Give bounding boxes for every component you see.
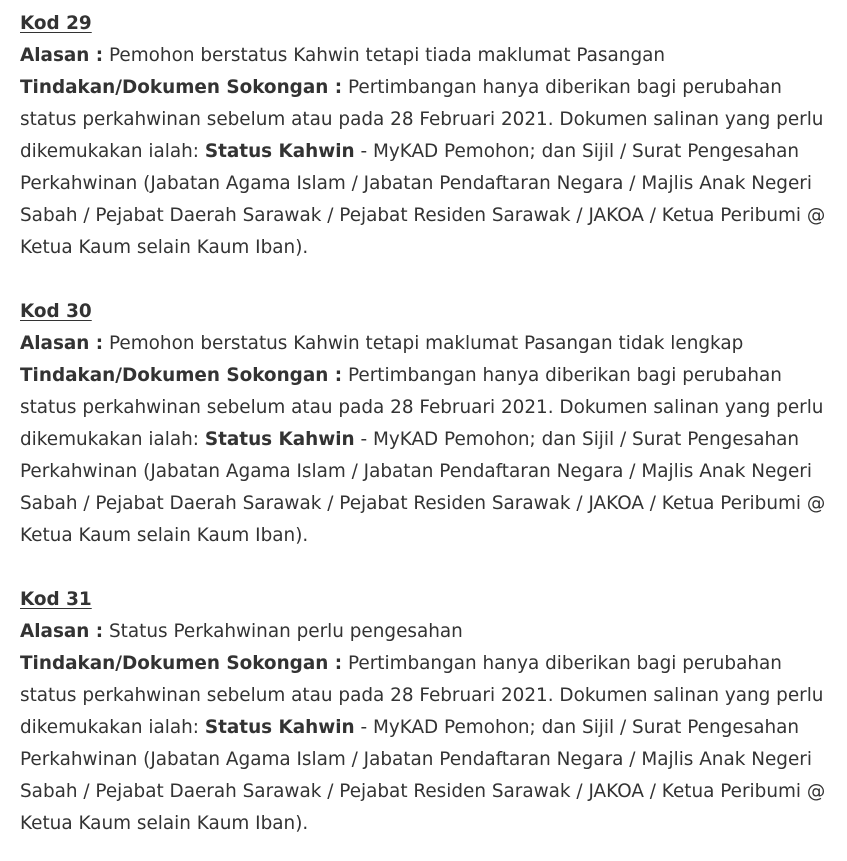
tindakan-paragraph [20, 72, 827, 264]
alasan-line [20, 40, 827, 72]
entry-kod-29 [20, 8, 827, 264]
entry-kod-30 [20, 296, 827, 552]
entry-kod-31 [20, 584, 827, 840]
alasan-label: Alasan : [20, 45, 104, 66]
kod-heading: Kod 30 [20, 301, 92, 322]
alasan-text: Status Perkahwinan perlu pengesahan [103, 621, 463, 642]
tindakan-text: Pertimbangan hanya diberikan bagi perubahan status perkahwinan sebelum atau pada 28 Februari 2021. Dokumen salinan yang perlu dikemukakan ialah: [20, 653, 824, 738]
alasan-text: Pemohon berstatus Kahwin tetapi maklumat Pasangan tidak lengkap [103, 333, 744, 354]
status-kahwin-label: Status Kahwin [204, 717, 355, 738]
tindakan-text: Pertimbangan hanya diberikan bagi perubahan status perkahwinan sebelum atau pada 28 Februari 2021. Dokumen salinan yang perlu dikemukakan ialah: [20, 77, 824, 162]
tindakan-text: Pertimbangan hanya diberikan bagi perubahan status perkahwinan sebelum atau pada 28 Februari 2021. Dokumen salinan yang perlu dikemukakan ialah: [20, 365, 824, 450]
alasan-line [20, 616, 827, 648]
alasan-text: Pemohon berstatus Kahwin tetapi tiada maklumat Pasangan [103, 45, 666, 66]
alasan-label: Alasan : [20, 621, 104, 642]
tindakan-paragraph [20, 648, 827, 840]
kod-heading: Kod 29 [20, 13, 92, 34]
status-kahwin-text: - MyKAD Pemohon; dan Sijil / Surat Pengesahan Perkahwinan (Jabatan Agama Islam / Jabatan Pendaftaran Negara / Majlis Anak Negeri Sabah / Pejabat Daerah Sarawak / Pejabat Residen Sarawak / JAKOA / Ketua Peribumi @ Ketua Kaum selain Kaum Iban). [20, 141, 826, 258]
tindakan-label: Tindakan/Dokumen Sokongan : [20, 77, 343, 98]
status-kahwin-text: - MyKAD Pemohon; dan Sijil / Surat Pengesahan Perkahwinan (Jabatan Agama Islam / Jabatan Pendaftaran Negara / Majlis Anak Negeri Sabah / Pejabat Daerah Sarawak / Pejabat Residen Sarawak / JAKOA / Ketua Peribumi @ Ketua Kaum selain Kaum Iban). [20, 429, 826, 546]
alasan-label: Alasan : [20, 333, 104, 354]
alasan-line [20, 328, 827, 360]
tindakan-label: Tindakan/Dokumen Sokongan : [20, 365, 343, 386]
status-kahwin-label: Status Kahwin [204, 429, 355, 450]
tindakan-label: Tindakan/Dokumen Sokongan : [20, 653, 343, 674]
tindakan-paragraph [20, 360, 827, 552]
status-kahwin-label: Status Kahwin [204, 141, 355, 162]
status-kahwin-text: - MyKAD Pemohon; dan Sijil / Surat Pengesahan Perkahwinan (Jabatan Agama Islam / Jabatan Pendaftaran Negara / Majlis Anak Negeri Sabah / Pejabat Daerah Sarawak / Pejabat Residen Sarawak / JAKOA / Ketua Peribumi @ Ketua Kaum selain Kaum Iban). [20, 717, 826, 834]
kod-heading: Kod 31 [20, 589, 92, 610]
